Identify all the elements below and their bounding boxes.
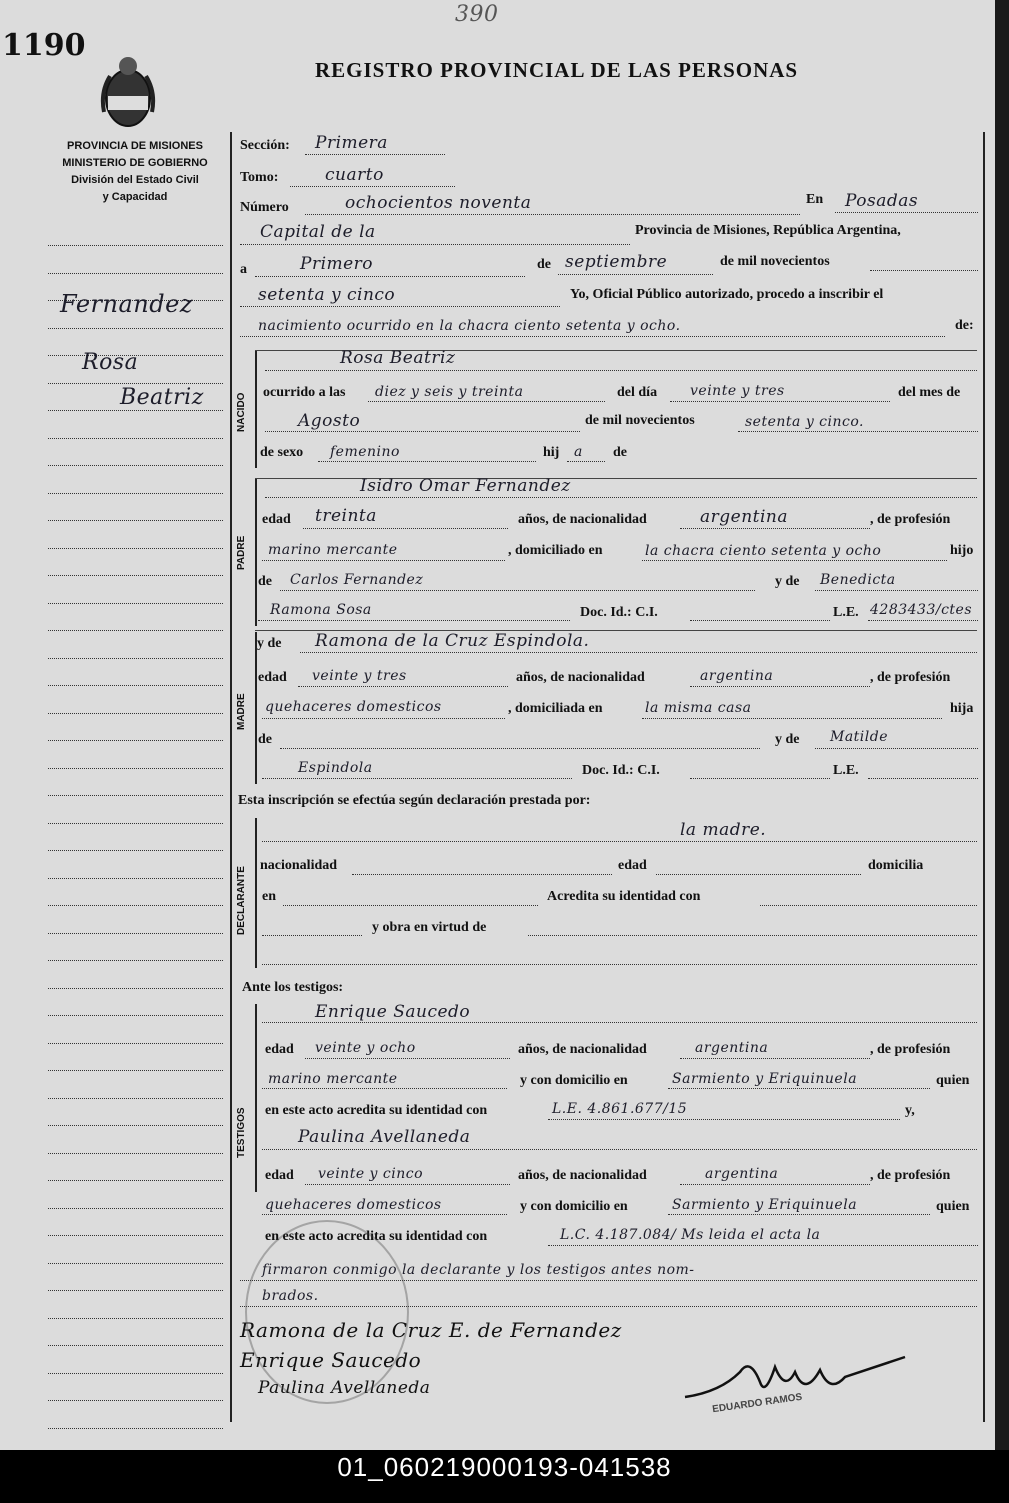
madre-doc-label: Doc. Id.: C.I. [582, 763, 660, 778]
margin-line [48, 575, 223, 576]
madre-yde-label: y de [257, 636, 282, 651]
margin-line [48, 878, 223, 879]
margin-line [48, 1235, 223, 1236]
testigos-intro: Ante los testigos: [242, 980, 344, 995]
padre-madre-de: Benedicta [820, 572, 896, 588]
margin-name-1: Rosa [82, 350, 139, 375]
madre-de-label: de [258, 732, 272, 747]
acto-value: nacimiento ocurrido en la chacra ciento setenta y ocho. [258, 318, 681, 334]
madre-hija-label: hija [950, 701, 974, 716]
padre-edad-label: edad [262, 512, 291, 527]
de-colon: de: [955, 318, 974, 333]
margin-line [48, 1290, 223, 1291]
margin-line [48, 1070, 223, 1071]
margin-line [48, 328, 223, 329]
madre-le-label: L.E. [833, 763, 859, 778]
margin-line [48, 520, 223, 521]
signature-testigo-1: Enrique Saucedo [240, 1348, 422, 1372]
madre-nombre: Ramona de la Cruz Espindola. [315, 631, 590, 651]
nacido-anio-value: setenta y cinco. [745, 414, 864, 430]
margin-line [48, 1373, 223, 1374]
margin-line [48, 988, 223, 989]
main-border-left [230, 132, 232, 1422]
testigo1-doc: L.E. 4.861.677/15 [552, 1101, 688, 1117]
margin-line [48, 1400, 223, 1401]
testigo1-edad: veinte y ocho [315, 1040, 416, 1056]
padre-nac-value: argentina [700, 507, 789, 527]
margin-line [48, 1345, 223, 1346]
madre-yde2-label: y de [775, 732, 800, 747]
testigo1-prof: marino mercante [268, 1071, 398, 1087]
margin-line [48, 603, 223, 604]
margin-line [48, 823, 223, 824]
padre-nombre: Isidro Omar Fernandez [360, 476, 571, 496]
padre-section-label: PADRE [236, 535, 247, 570]
declarante-acredita-label: Acredita su identidad con [547, 889, 701, 904]
padre-le-label: L.E. [833, 605, 859, 620]
margin-line [48, 273, 223, 274]
document-title: REGISTRO PROVINCIAL DE LAS PERSONAS [315, 58, 799, 82]
margin-line [48, 1263, 223, 1264]
a-label: a [240, 262, 247, 277]
seccion-label: Sección: [240, 138, 290, 153]
testigo2-nac: argentina [705, 1166, 779, 1182]
testigo1-nombre: Enrique Saucedo [315, 1002, 471, 1022]
pencil-number: 390 [455, 2, 499, 27]
testigo2-doc: L.C. 4.187.084/ Ms leida el acta la [560, 1227, 821, 1243]
padre-dom-label: , domiciliado en [508, 543, 603, 558]
margin-line [48, 1208, 223, 1209]
testigo1-acredita-label: en este acto acredita su identidad con [265, 1103, 488, 1118]
hij-value: a [574, 444, 583, 460]
margin-line [48, 740, 223, 741]
left-header-line-1: PROVINCIA DE MISIONES [67, 140, 203, 152]
testigo2-edad: veinte y cinco [318, 1166, 424, 1182]
padre-nac-label: años, de nacionalidad [518, 512, 647, 527]
nacido-mes-value: Agosto [298, 411, 361, 431]
seal-stamp-icon [245, 1220, 409, 1404]
padre-doc-label: Doc. Id.: C.I. [580, 605, 658, 620]
numero-label: Número [240, 200, 289, 215]
hij-label: hij [543, 445, 560, 460]
cierre-line-2: brados. [262, 1288, 319, 1304]
testigo2-prof-label: , de profesión [870, 1168, 951, 1183]
margin-line [48, 905, 223, 906]
nacido-section-label: NACIDO [236, 392, 247, 432]
margin-line [48, 1015, 223, 1016]
padre-le-value: 4283433/ctes [870, 602, 973, 618]
margin-line [48, 768, 223, 769]
en-value: Posadas [845, 191, 919, 211]
declarante-edad-label: edad [618, 858, 647, 873]
padre-hijo-label: hijo [950, 543, 974, 558]
seccion-value: Primera [315, 133, 388, 153]
declarante-dom-label: domicilia [868, 858, 924, 873]
official-stamp-text: EDUARDO RAMOS [711, 1391, 803, 1416]
mes-value: septiembre [565, 252, 668, 272]
madre-nac-label: años, de nacionalidad [516, 670, 645, 685]
margin-line [48, 548, 223, 549]
margin-line [48, 383, 223, 384]
declarante-virtud-label: y obra en virtud de [372, 920, 487, 935]
testigo1-nac-label: años, de nacionalidad [518, 1042, 647, 1057]
madre-madre-de: Matilde [830, 729, 889, 745]
margin-line [48, 795, 223, 796]
madre-edad-value: veinte y tres [312, 668, 407, 684]
margin-name-2: Beatriz [120, 385, 204, 410]
declarante-nac-label: nacionalidad [260, 858, 338, 873]
declarante-section-label: DECLARANTE [236, 866, 247, 935]
signature-testigo-2: Paulina Avellaneda [258, 1378, 431, 1398]
testigo1-dom-label: y con domicilio en [520, 1073, 628, 1088]
left-header-line-4: y Capacidad [102, 191, 168, 203]
margin-line [48, 438, 223, 439]
ocurrido-label: ocurrido a las [263, 385, 346, 400]
margin-line [48, 850, 223, 851]
testigo2-dom-label: y con domicilio en [520, 1199, 628, 1214]
nacido-de-label: de [613, 445, 627, 460]
margin-line [48, 1043, 223, 1044]
nacido-mil-label: de mil novecientos [585, 413, 695, 428]
margin-line [48, 1428, 223, 1429]
margin-line [48, 1180, 223, 1181]
padre-prof-label: , de profesión [870, 512, 951, 527]
testigo1-prof-label: , de profesión [870, 1042, 951, 1057]
left-header-line-2: MINISTERIO DE GOBIERNO [62, 157, 208, 169]
margin-line [48, 630, 223, 631]
oficial-text: Yo, Oficial Público autorizado, procedo a inscribir el [570, 287, 884, 302]
margin-line [48, 410, 223, 411]
margin-line [48, 1153, 223, 1154]
testigo2-nombre: Paulina Avellaneda [298, 1127, 471, 1147]
tomo-value: cuarto [325, 165, 384, 185]
margin-surname: Fernandez [60, 290, 193, 318]
margin-line [48, 658, 223, 659]
en-label: En [806, 192, 824, 207]
footer-code: 01_060219000193-041538 [337, 1452, 672, 1482]
testigo2-acredita-label: en este acto acredita su identidad con [265, 1229, 488, 1244]
page-edge [995, 0, 1009, 1450]
main-border-right [983, 132, 985, 1422]
padre-edad-value: treinta [315, 506, 377, 526]
testigo2-nac-label: años, de nacionalidad [518, 1168, 647, 1183]
testigo1-quien-label: quien [936, 1073, 970, 1088]
padre-dom-value: la chacra ciento setenta y ocho [645, 543, 882, 559]
madre-section-label: MADRE [236, 693, 247, 730]
madre-prof-value: quehaceres domesticos [265, 699, 442, 715]
margin-line [48, 1318, 223, 1319]
margin-line [48, 465, 223, 466]
lugar-value: Capital de la [260, 222, 376, 242]
nacido-nombre: Rosa Beatriz [340, 348, 456, 368]
margin-line [48, 1098, 223, 1099]
margin-line [48, 960, 223, 961]
margin-line [48, 245, 223, 246]
margin-line [48, 933, 223, 934]
padre-yde-label: y de [775, 574, 800, 589]
declarante-por-value: la madre. [680, 820, 767, 840]
dia-value: Primero [300, 254, 374, 274]
madre-madre-de-2: Espindola [298, 760, 373, 776]
coat-of-arms-icon [100, 52, 156, 132]
madre-prof-label: , de profesión [870, 670, 951, 685]
numero-value: ochocientos noventa [345, 193, 532, 213]
testigo1-nac: argentina [695, 1040, 769, 1056]
cierre-line-1: firmaron conmigo la declarante y los testigos antes nom- [262, 1262, 695, 1278]
padre-de-label: de [258, 574, 272, 589]
testigo1-dom: Sarmiento y Eriquinuela [672, 1071, 858, 1087]
margin-line [48, 1125, 223, 1126]
margin-line [48, 493, 223, 494]
testigo1-y-label: y, [905, 1103, 915, 1118]
padre-prof-value: marino mercante [268, 542, 398, 558]
testigos-section-label: TESTIGOS [236, 1107, 247, 1158]
nacido-dia-value: veinte y tres [690, 383, 785, 399]
testigo2-prof: quehaceres domesticos [265, 1197, 442, 1213]
sexo-value: femenino [330, 444, 400, 460]
madre-dom-value: la misma casa [645, 700, 752, 716]
margin-line [48, 685, 223, 686]
left-header-line-3: División del Estado Civil [71, 174, 199, 186]
signature-declarante: Ramona de la Cruz E. de Fernandez [240, 1318, 622, 1342]
testigo2-dom: Sarmiento y Eriquinuela [672, 1197, 858, 1213]
testigo2-edad-label: edad [265, 1168, 294, 1183]
sexo-label: de sexo [260, 445, 304, 460]
provincia-text: Provincia de Misiones, República Argentina, [635, 223, 901, 238]
testigo2-quien-label: quien [936, 1199, 970, 1214]
margin-line [48, 713, 223, 714]
madre-dom-label: , domiciliada en [508, 701, 603, 716]
testigo1-edad-label: edad [265, 1042, 294, 1057]
del-dia-label: del día [617, 385, 658, 400]
mil-text: de mil novecientos [720, 254, 830, 269]
anio-value: setenta y cinco [258, 285, 396, 305]
de-label: de [537, 257, 551, 272]
declarante-en-label: en [262, 889, 276, 904]
padre-padre-de: Carlos Fernandez [290, 572, 424, 588]
declarante-intro: Esta inscripción se efectúa según declaración prestada por: [238, 793, 591, 808]
del-mes-label: del mes de [898, 385, 961, 400]
madre-nac-value: argentina [700, 668, 774, 684]
hora-value: diez y seis y treinta [375, 384, 524, 400]
tomo-label: Tomo: [240, 170, 279, 185]
registro-number: 1190 [2, 28, 86, 63]
padre-madre-de-2: Ramona Sosa [270, 602, 372, 618]
madre-edad-label: edad [258, 670, 287, 685]
